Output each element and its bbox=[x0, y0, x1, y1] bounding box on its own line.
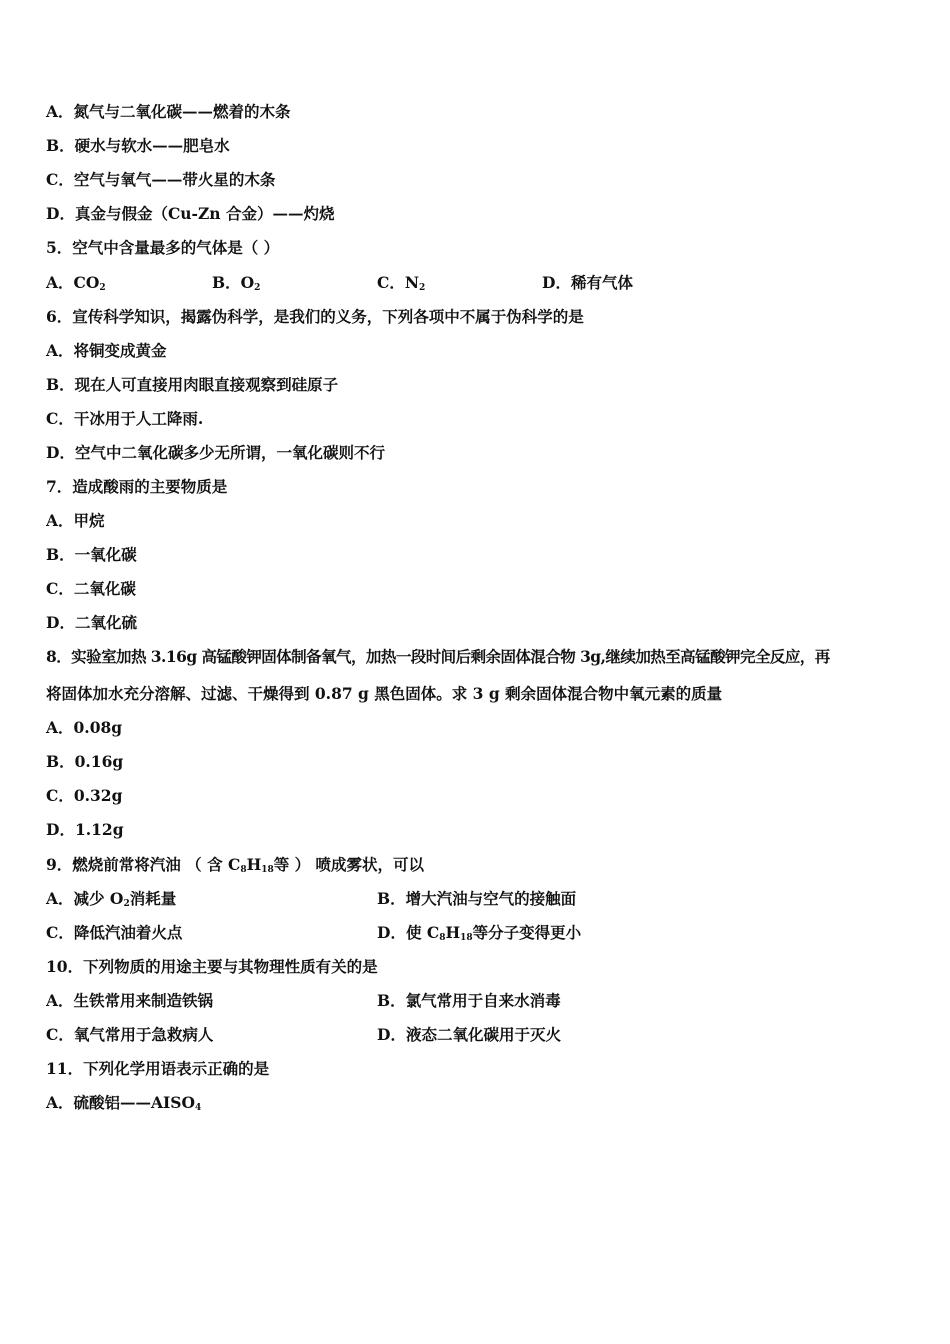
q5-option-c: C．$N_2$ bbox=[377, 273, 426, 293]
q6-stem: 6．宣传科学知识，揭露伪科学，是我们的义务，下列各项中不属于伪科学的是 bbox=[46, 307, 584, 326]
q10-option-a: A．生铁常用来制造铁锅 bbox=[46, 991, 214, 1010]
q4-option-b: B．硬水与软水——肥皂水 bbox=[46, 136, 230, 155]
q4-option-c: C．空气与氧气——带火星的木条 bbox=[46, 170, 276, 189]
q7-stem: 7．造成酸雨的主要物质是 bbox=[46, 477, 228, 496]
q7-option-c: C．二氧化碳 bbox=[46, 579, 136, 598]
q6-option-a: A．将铜变成黄金 bbox=[46, 341, 167, 360]
q8-option-a: A．0.08g bbox=[46, 718, 123, 737]
q9-stem: 9．燃烧前常将汽油 （ 含 $C_8H_{18}$等 ） 喷成雾状，可以 bbox=[46, 855, 425, 875]
q8-option-c: C．0.32g bbox=[46, 786, 123, 805]
q5-stem: 5．空气中含量最多的气体是（ ） bbox=[46, 238, 280, 257]
q9-option-c: C．降低汽油着火点 bbox=[46, 923, 183, 942]
q8-option-d: D．1.12g bbox=[46, 820, 124, 839]
q4-option-d: D．真金与假金（Cu-Zn 合金）——灼烧 bbox=[46, 204, 335, 223]
q7-option-b: B．一氧化碳 bbox=[46, 545, 137, 564]
q9-option-a: A．减少 $O_2$消耗量 bbox=[46, 889, 177, 909]
q5-option-d: D．稀有气体 bbox=[542, 273, 633, 292]
q6-option-d: D．空气中二氧化碳多少无所谓，一氧化碳则不行 bbox=[46, 443, 385, 462]
q11-option-a: A．硫酸铝$——AISO_4$ bbox=[46, 1093, 202, 1113]
q6-option-c: C．干冰用于人工降雨. bbox=[46, 409, 204, 428]
q10-stem: 10．下列物质的用途主要与其物理性质有关的是 bbox=[46, 957, 378, 976]
q11-stem: 11．下列化学用语表示正确的是 bbox=[46, 1059, 270, 1078]
q7-option-d: D．二氧化硫 bbox=[46, 613, 137, 632]
q9-option-b: B．增大汽油与空气的接触面 bbox=[377, 889, 577, 908]
q4-option-a: A．氮气与二氧化碳——燃着的木条 bbox=[46, 102, 291, 121]
q10-option-d: D．液态二氧化碳用于灭火 bbox=[377, 1025, 561, 1044]
q10-option-b: B．氯气常用于自来水消毒 bbox=[377, 991, 561, 1010]
q5-option-b: B．$O_2$ bbox=[212, 273, 261, 293]
q9-option-d: D．使 $C_8H_{18}$等分子变得更小 bbox=[377, 923, 582, 943]
q10-option-c: C．氧气常用于急救病人 bbox=[46, 1025, 214, 1044]
q6-option-b: B．现在人可直接用肉眼直接观察到硅原子 bbox=[46, 375, 339, 394]
q8-option-b: B．0.16g bbox=[46, 752, 124, 771]
q7-option-a: A．甲烷 bbox=[46, 511, 105, 530]
q8-stem-line-2: 将固体加水充分溶解、过滤、干燥得到 0.87 g 黑色固体。求 3 g 剩余固体混合物中氧元素的质量 bbox=[46, 684, 723, 703]
q8-stem-line-1: 8．实验室加热 3.16g 高锰酸钾固体制备氧气，加热一段时间后剩余固体混合物 3g,继续加热至高锰酸钾完全反应，再 bbox=[46, 647, 830, 666]
q5-option-a: A．$CO_2$ bbox=[46, 273, 106, 293]
